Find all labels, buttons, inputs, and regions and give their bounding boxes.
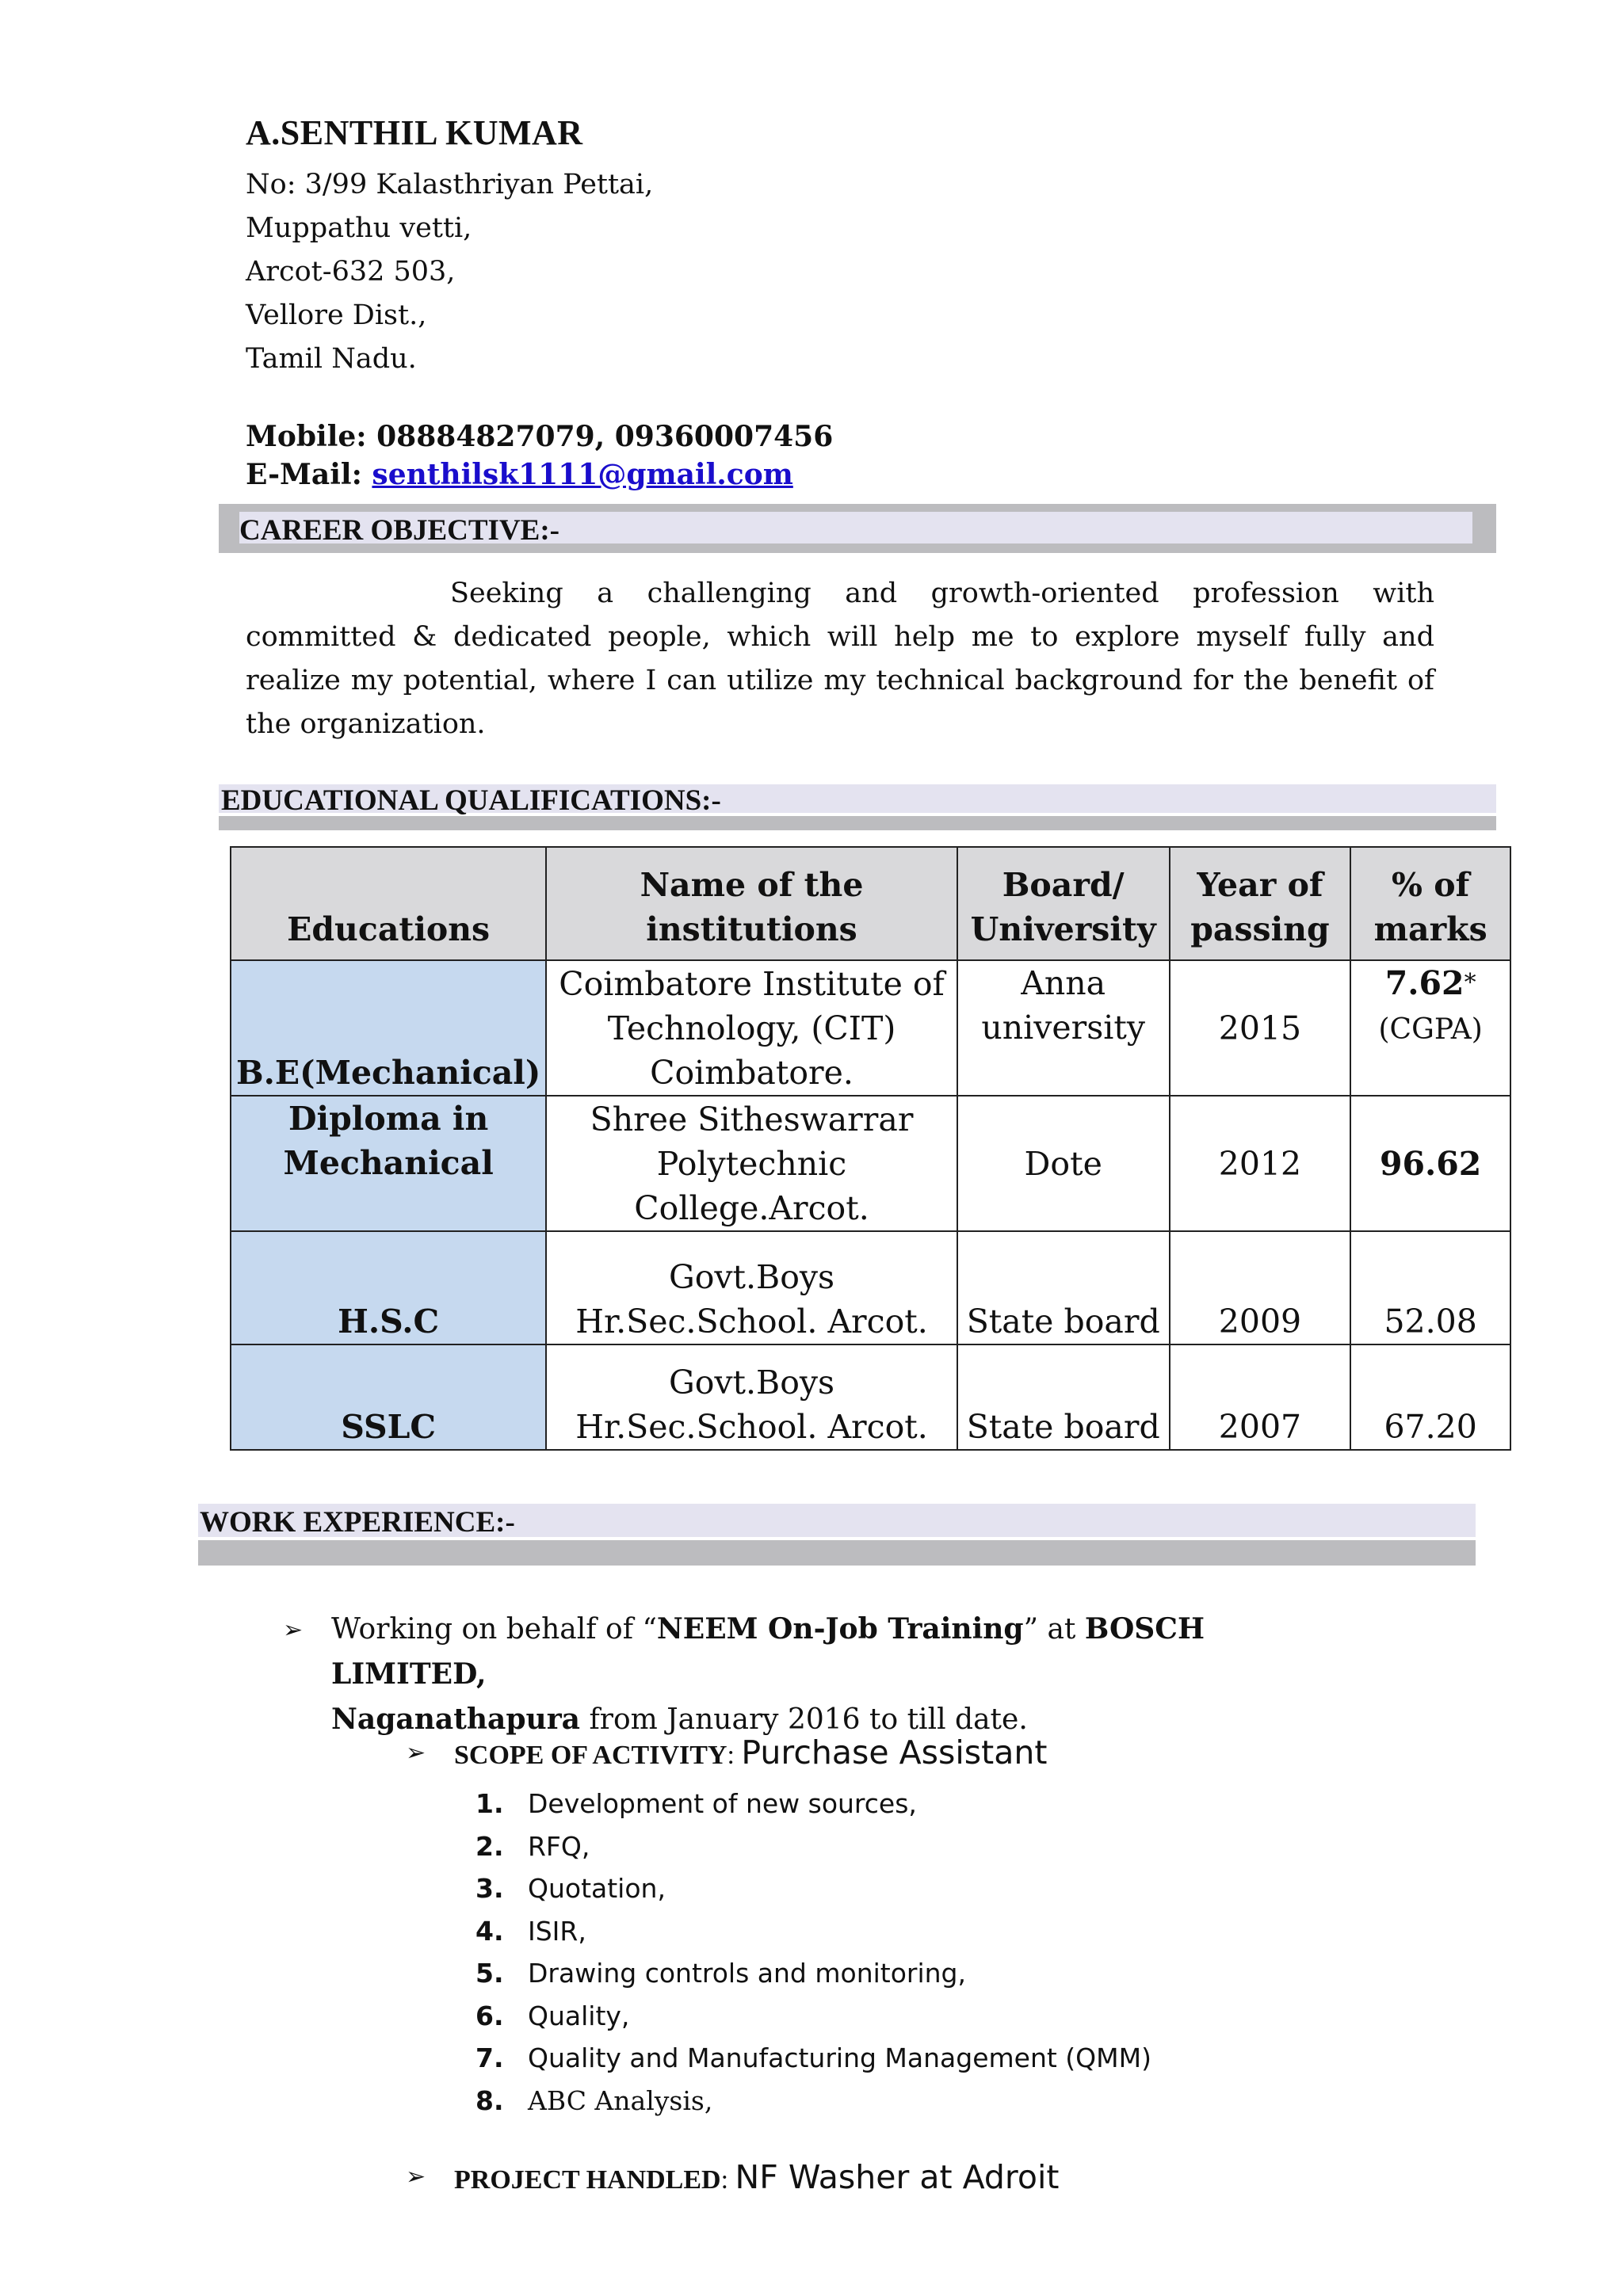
education-title: EDUCATIONAL QUALIFICATIONS:- [221, 784, 721, 817]
education-cell: SSLC [231, 1344, 546, 1450]
work-intro-post: from January 2016 to till date. [580, 1703, 1028, 1736]
scope-value: Purchase Assistant [741, 1733, 1048, 1772]
scope-line: SCOPE OF ACTIVITY: Purchase Assistant [454, 1733, 1048, 1772]
item-number: 7. [475, 2042, 504, 2073]
marks-asterisk: * [1464, 969, 1476, 997]
list-item [475, 2037, 1151, 2080]
project-label: PROJECT HANDLED [454, 2165, 721, 2195]
address-line-1: No: 3/99 Kalasthriyan Pettai, [246, 169, 654, 200]
activity-list [475, 1783, 1151, 2122]
objective-paragraph: Seeking a challenging and growth-oriented profession with committed & dedicated people, which will help me to explore myself fully and realize my potential, where I can utilize my technical background for the benefit of the organization. [246, 578, 1434, 740]
year-cell: 2012 [1170, 1096, 1351, 1231]
education-header [219, 784, 1496, 833]
mobile-line [246, 420, 833, 453]
list-item [475, 1825, 1151, 1868]
board-cell: Anna university [957, 960, 1170, 1096]
item-text: Quotation, [528, 1873, 666, 1904]
education-cell: Diploma in Mechanical [231, 1096, 546, 1231]
education-cell: H.S.C [231, 1231, 546, 1344]
institution-cell: Coimbatore Institute of Technology, (CIT) Coimbatore. [546, 960, 957, 1096]
education-cell: B.E(Mechanical) [231, 960, 546, 1096]
email-label: E-Mail: [246, 458, 362, 491]
work-company: BOSCH LIMITED, [331, 1612, 1205, 1691]
career-objective-text [246, 572, 1434, 746]
career-objective-title: CAREER OBJECTIVE:- [239, 514, 559, 547]
mobile-label: Mobile: [246, 420, 367, 453]
work-program: NEEM On-Job Training [656, 1612, 1024, 1646]
work-intro [331, 1607, 1361, 1742]
work-experience-title: WORK EXPERIENCE:- [200, 1506, 515, 1539]
institution-cell: Govt.Boys Hr.Sec.School. Arcot. [546, 1344, 957, 1450]
arrow-bullet-icon: ➢ [283, 1616, 304, 1644]
header-board: Board/ University [957, 847, 1170, 960]
item-text: ISIR, [528, 1915, 586, 1947]
table-row [231, 960, 1510, 1096]
header-year: Year of passing [1170, 847, 1351, 960]
project-value: NF Washer at Adroit [735, 2158, 1060, 2196]
item-number: 1. [475, 1788, 504, 1819]
scope-label: SCOPE OF ACTIVITY [454, 1741, 727, 1770]
address-line-2: Muppathu vetti, [246, 212, 472, 244]
address-line-5: Tamil Nadu. [246, 343, 417, 375]
item-number: 6. [475, 2000, 504, 2031]
list-item [475, 2080, 1151, 2122]
table-row [231, 1096, 1510, 1231]
item-number: 3. [475, 1873, 504, 1904]
list-item [475, 1995, 1151, 2038]
institution-cell: Govt.Boys Hr.Sec.School. Arcot. [546, 1231, 957, 1344]
item-text: Quality and Manufacturing Management (QMM) [528, 2042, 1151, 2073]
table-row [231, 1344, 1510, 1450]
career-objective-header [219, 504, 1496, 553]
header-educations: Educations [231, 847, 546, 960]
board-cell: State board [957, 1344, 1170, 1450]
year-cell: 2009 [1170, 1231, 1351, 1344]
marks-note: (CGPA) [1378, 1013, 1483, 1046]
work-intro-pre: Working on behalf of “ [331, 1613, 657, 1646]
work-intro-mid: ” at [1023, 1613, 1085, 1646]
email-line [246, 458, 793, 491]
arrow-bullet-icon: ➢ [406, 1739, 426, 1767]
list-item [475, 1952, 1151, 1995]
board-cell: Dote [957, 1096, 1170, 1231]
marks-cell: 67.20 [1350, 1344, 1510, 1450]
marks-value: 7.62 [1384, 964, 1465, 1002]
address-line-4: Vellore Dist., [246, 299, 427, 331]
email-link[interactable]: senthilsk1111@gmail.com [372, 458, 793, 491]
marks-cell: 96.62 [1350, 1096, 1510, 1231]
address-line-3: Arcot-632 503, [246, 256, 456, 288]
header-institutions: Name of the institutions [546, 847, 957, 960]
work-experience-header [198, 1504, 1476, 1566]
item-text: Development of new sources, [528, 1788, 917, 1819]
year-cell: 2007 [1170, 1344, 1351, 1450]
marks-cell: 52.08 [1350, 1231, 1510, 1344]
header-marks: % of marks [1350, 847, 1510, 960]
mobile-value: 08884827079, 09360007456 [376, 420, 834, 453]
work-location: Naganathapura [331, 1703, 580, 1736]
education-table [230, 846, 1511, 1451]
year-cell: 2015 [1170, 960, 1351, 1096]
item-text: Drawing controls and monitoring, [528, 1958, 966, 1989]
item-number: 2. [475, 1830, 504, 1862]
marks-cell [1350, 960, 1510, 1096]
list-item [475, 1867, 1151, 1910]
table-header-row [231, 847, 1510, 960]
list-item [475, 1910, 1151, 1953]
board-cell: State board [957, 1231, 1170, 1344]
item-number: 8. [475, 2084, 504, 2116]
item-number: 5. [475, 1958, 504, 1989]
item-number: 4. [475, 1915, 504, 1947]
arrow-bullet-icon: ➢ [406, 2163, 426, 2191]
candidate-name: A.SENTHIL KUMAR [246, 113, 583, 152]
item-text: RFQ, [528, 1830, 590, 1862]
institution-cell: Shree Sitheswarrar Polytechnic College.Arcot. [546, 1096, 957, 1231]
project-line: PROJECT HANDLED: NF Washer at Adroit [454, 2158, 1060, 2196]
item-text: ABC Analysis, [528, 2084, 713, 2116]
table-row [231, 1231, 1510, 1344]
item-text: Quality, [528, 2000, 630, 2031]
list-item [475, 1783, 1151, 1825]
